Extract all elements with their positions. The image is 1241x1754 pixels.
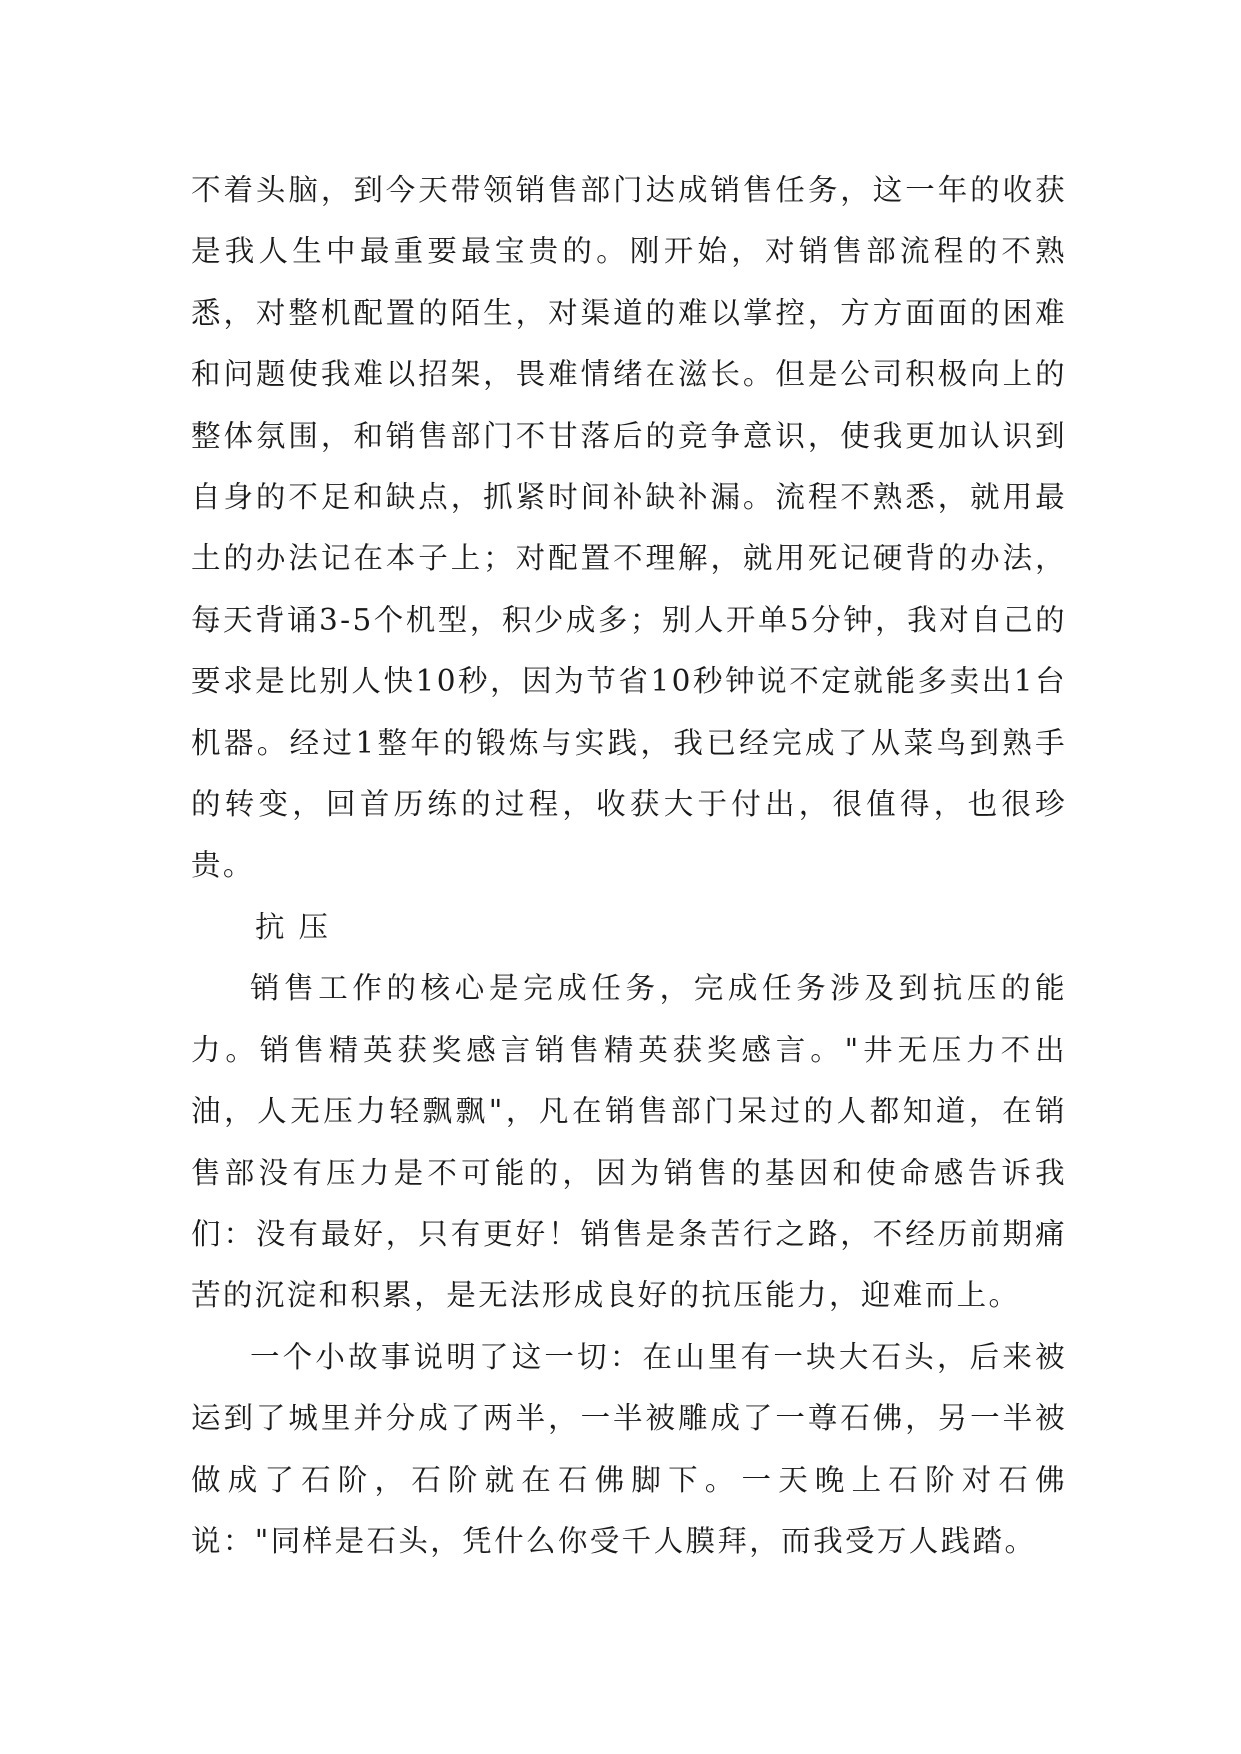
paragraph-pressure-resistance: 销售工作的核心是完成任务，完成任务涉及到抗压的能力。销售精英获奖感言销售精英获奖感言。"井无压力不出油，人无压力轻飘飘"，凡在销售部门呆过的人都知道，在销售部没有压力是不可能的，因为销售的基因和使命感告诉我们：没有最好，只有更好！销售是条苦行之路，不经历前期痛苦的沉淀和积累，是无法形成良好的抗压能力，迎难而上。 — [191, 971, 1067, 1313]
document-body — [191, 160, 1067, 1572]
paragraph-stone-story: 一个小故事说明了这一切：在山里有一块大石头，后来被运到了城里并分成了两半，一半被雕成了一尊石佛，另一半被做成了石阶，石阶就在石佛脚下。一天晚上石阶对石佛说："同样是石头，凭什么你受千人膜拜，而我受万人践踏。 — [191, 1339, 1067, 1558]
paragraph-sales-growth: 不着头脑，到今天带领销售部门达成销售任务，这一年的收获是我人生中最重要最宝贵的。刚开始，对销售部流程的不熟悉，对整机配置的陌生，对渠道的难以掌控，方方面面的困难和问题使我难以招架，畏难情绪在滋长。但是公司积极向上的整体氛围，和销售部门不甘落后的竞争意识，使我更加认识到自身的不足和缺点，抓紧时间补缺补漏。流程不熟悉，就用最土的办法记在本子上；对配置不理解，就用死记硬背的办法，每天背诵3-5个机型，积少成多；别人开单5分钟，我对自己的要求是比别人快10秒，因为节省10秒钟说不定就能多卖出1台机器。经过1整年的锻炼与实践，我已经完成了从菜鸟到熟手的转变，回首历练的过程，收获大于付出，很值得，也很珍贵。 — [191, 173, 1067, 883]
section-heading-pressure: 抗压 — [255, 909, 343, 944]
